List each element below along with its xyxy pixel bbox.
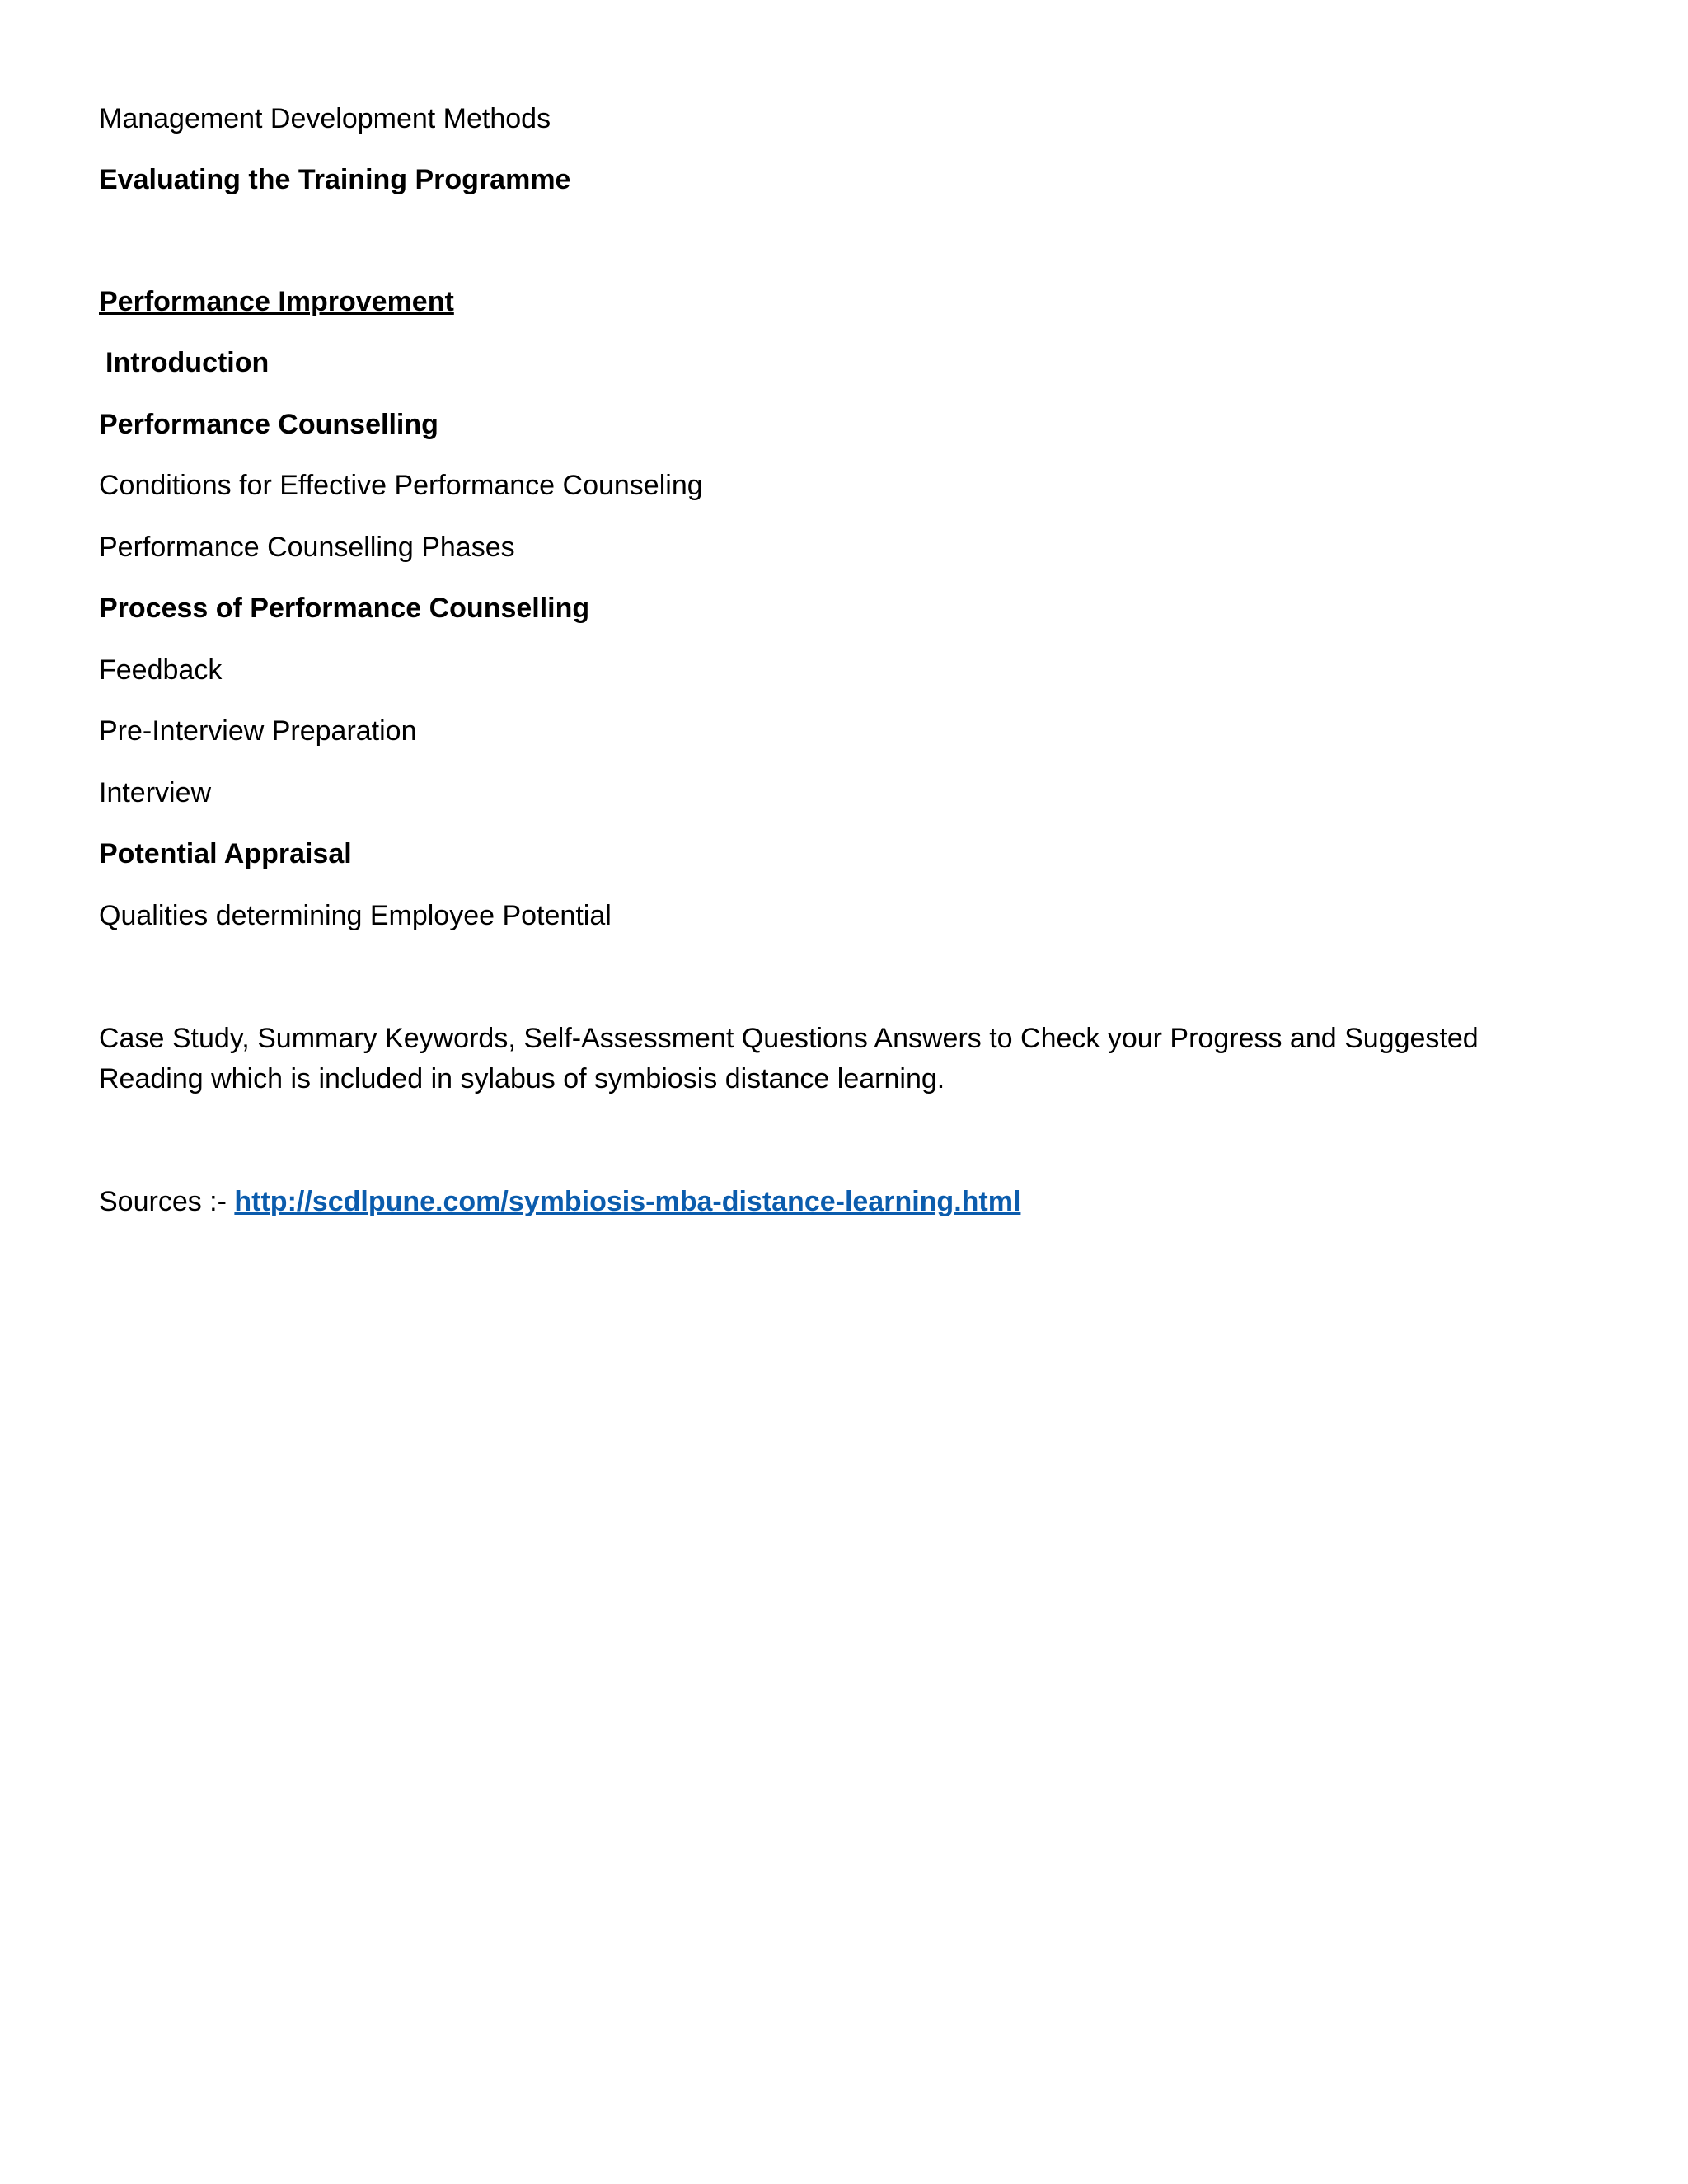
line-performance-counselling-phases: Performance Counselling Phases <box>99 532 515 563</box>
line-conditions-effective-counseling: Conditions for Effective Performance Counseling <box>99 470 703 501</box>
section-heading-performance-improvement: Performance Improvement <box>99 286 454 317</box>
line-interview: Interview <box>99 777 212 808</box>
line-management-development-methods: Management Development Methods <box>99 103 551 134</box>
heading-performance-counselling: Performance Counselling <box>99 409 438 440</box>
heading-introduction: Introduction <box>106 347 270 378</box>
heading-process-of-performance-counselling: Process of Performance Counselling <box>99 593 590 624</box>
line-feedback: Feedback <box>99 654 223 686</box>
heading-evaluating-training-programme: Evaluating the Training Programme <box>99 164 571 195</box>
sources-label: Sources :- <box>99 1186 235 1217</box>
sources-line <box>99 1182 1020 1221</box>
line-qualities-employee-potential: Qualities determining Employee Potential <box>99 900 612 931</box>
summary-paragraph: Case Study, Summary Keywords, Self-Assessment Questions Answers to Check your Progress and Suggested Reading which is included in sylabus of symbiosis distance learning. <box>99 1023 1479 1094</box>
line-pre-interview-preparation: Pre-Interview Preparation <box>99 715 417 747</box>
sources-link[interactable]: http://scdlpune.com/symbiosis-mba-distance-learning.html <box>234 1186 1021 1217</box>
heading-potential-appraisal: Potential Appraisal <box>99 838 352 869</box>
